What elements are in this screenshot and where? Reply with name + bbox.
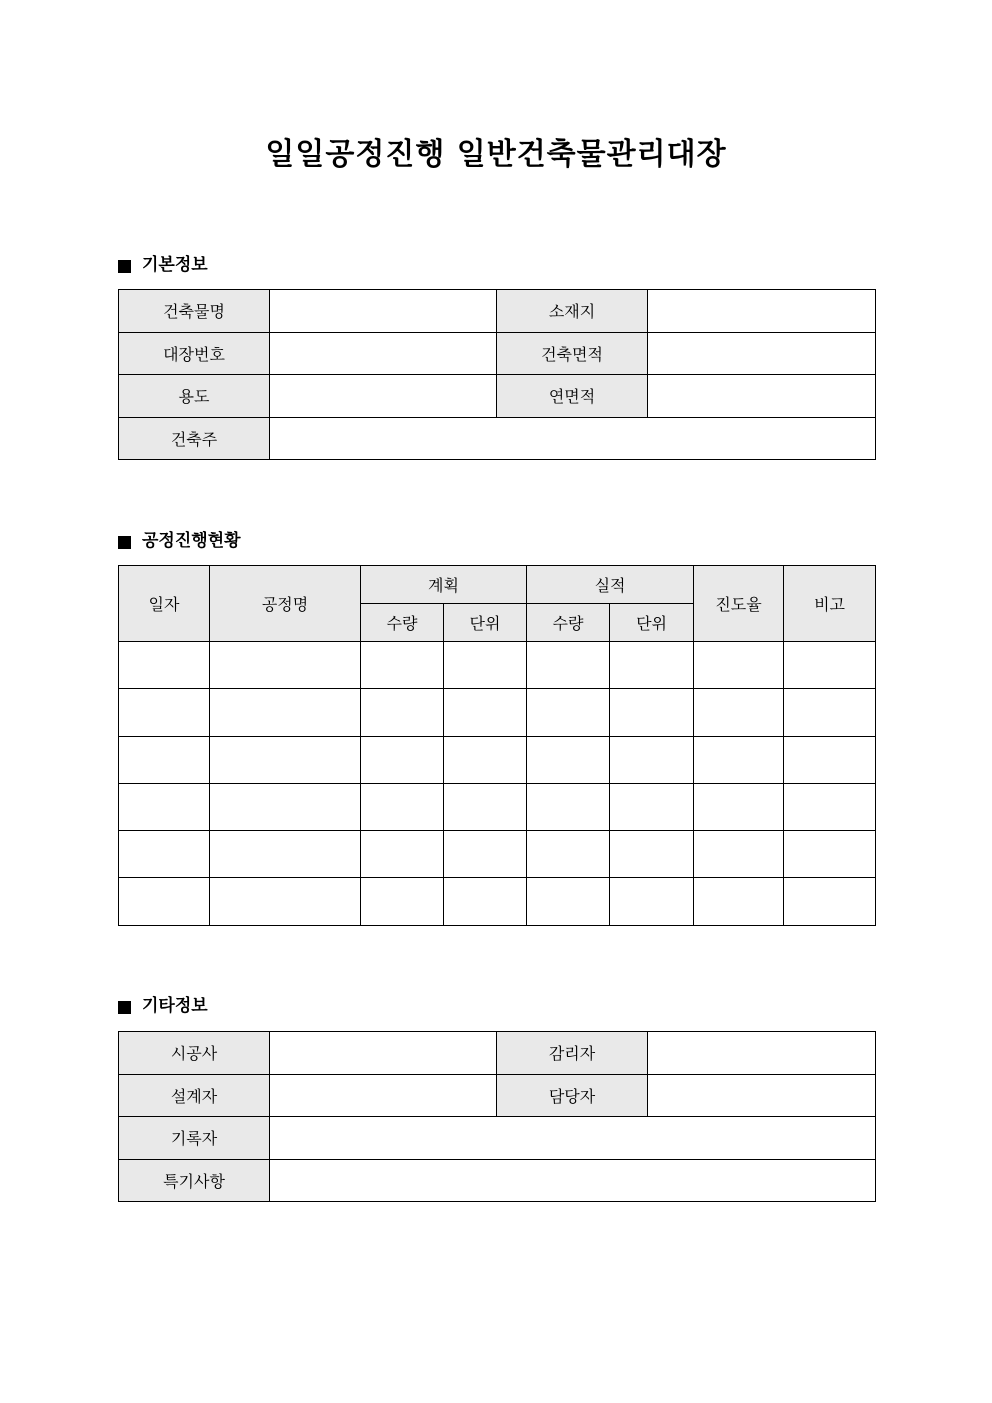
table-header-row [119, 566, 876, 604]
cell-actual-unit[interactable] [610, 689, 694, 736]
cell-plan-quantity[interactable] [361, 736, 444, 783]
field-value-owner[interactable] [270, 417, 876, 460]
cell-progress-rate[interactable] [694, 831, 784, 878]
column-header-actual: 실적 [527, 566, 694, 604]
field-label-owner: 건축주 [119, 417, 270, 460]
column-header-actual-unit: 단위 [610, 604, 694, 642]
table-row [119, 736, 876, 783]
cell-remarks[interactable] [784, 689, 876, 736]
cell-date[interactable] [119, 831, 210, 878]
square-bullet-icon [118, 260, 131, 273]
progress-table [118, 565, 876, 926]
cell-process-name[interactable] [210, 878, 361, 925]
field-value-contractor[interactable] [270, 1032, 497, 1075]
cell-remarks[interactable] [784, 831, 876, 878]
cell-remarks[interactable] [784, 783, 876, 830]
column-header-process-name: 공정명 [210, 566, 361, 642]
table-row [119, 783, 876, 830]
field-value-location[interactable] [648, 290, 876, 333]
section-heading-progress [118, 529, 241, 553]
table-row [119, 332, 876, 375]
table-row [119, 1117, 876, 1160]
cell-progress-rate[interactable] [694, 736, 784, 783]
field-label-contractor: 시공사 [119, 1032, 270, 1075]
table-row [119, 1159, 876, 1202]
cell-process-name[interactable] [210, 689, 361, 736]
table-row [119, 375, 876, 418]
cell-actual-quantity[interactable] [527, 878, 610, 925]
cell-plan-unit[interactable] [444, 878, 527, 925]
field-value-building-name[interactable] [270, 290, 497, 333]
table-row [119, 1074, 876, 1117]
cell-actual-unit[interactable] [610, 642, 694, 689]
cell-plan-quantity[interactable] [361, 689, 444, 736]
field-label-location: 소재지 [497, 290, 648, 333]
field-label-recorder: 기록자 [119, 1117, 270, 1160]
table-row [119, 1032, 876, 1075]
cell-actual-quantity[interactable] [527, 831, 610, 878]
field-label-register-number: 대장번호 [119, 332, 270, 375]
cell-actual-quantity[interactable] [527, 736, 610, 783]
square-bullet-icon [118, 1001, 131, 1014]
field-value-usage[interactable] [270, 375, 497, 418]
cell-plan-unit[interactable] [444, 736, 527, 783]
cell-actual-quantity[interactable] [527, 783, 610, 830]
cell-plan-unit[interactable] [444, 783, 527, 830]
table-row [119, 642, 876, 689]
section-heading-basic-info [118, 253, 208, 277]
cell-plan-unit[interactable] [444, 689, 527, 736]
cell-plan-quantity[interactable] [361, 642, 444, 689]
cell-progress-rate[interactable] [694, 783, 784, 830]
cell-date[interactable] [119, 878, 210, 925]
field-label-special-notes: 특기사항 [119, 1159, 270, 1202]
section-heading-label: 기본정보 [142, 255, 208, 275]
cell-date[interactable] [119, 783, 210, 830]
table-row [119, 689, 876, 736]
field-label-supervisor: 감리자 [497, 1032, 648, 1075]
field-label-building-name: 건축물명 [119, 290, 270, 333]
table-row [119, 831, 876, 878]
basic-info-table [118, 289, 876, 460]
cell-progress-rate[interactable] [694, 642, 784, 689]
column-header-remarks: 비고 [784, 566, 876, 642]
cell-progress-rate[interactable] [694, 878, 784, 925]
cell-actual-quantity[interactable] [527, 642, 610, 689]
cell-date[interactable] [119, 736, 210, 783]
cell-date[interactable] [119, 642, 210, 689]
field-label-building-area: 건축면적 [497, 332, 648, 375]
cell-remarks[interactable] [784, 642, 876, 689]
cell-remarks[interactable] [784, 736, 876, 783]
cell-plan-quantity[interactable] [361, 831, 444, 878]
cell-remarks[interactable] [784, 878, 876, 925]
cell-plan-quantity[interactable] [361, 783, 444, 830]
square-bullet-icon [118, 536, 131, 549]
field-label-designer: 설계자 [119, 1074, 270, 1117]
section-heading-label: 기타정보 [142, 996, 208, 1016]
column-header-progress-rate: 진도율 [694, 566, 784, 642]
cell-process-name[interactable] [210, 831, 361, 878]
field-label-person-in-charge: 담당자 [497, 1074, 648, 1117]
cell-progress-rate[interactable] [694, 689, 784, 736]
other-info-table [118, 1031, 876, 1202]
field-value-recorder[interactable] [270, 1117, 876, 1160]
document-title: 일일공정진행 일반건축물관리대장 [265, 137, 727, 172]
section-heading-other-info [118, 994, 208, 1018]
column-header-actual-quantity: 수량 [527, 604, 610, 642]
column-header-plan-unit: 단위 [444, 604, 527, 642]
field-value-building-area[interactable] [648, 332, 876, 375]
cell-plan-unit[interactable] [444, 642, 527, 689]
column-header-plan: 계획 [361, 566, 527, 604]
cell-actual-quantity[interactable] [527, 689, 610, 736]
cell-date[interactable] [119, 689, 210, 736]
cell-plan-quantity[interactable] [361, 878, 444, 925]
field-value-supervisor[interactable] [648, 1032, 876, 1075]
cell-process-name[interactable] [210, 642, 361, 689]
field-label-total-floor-area: 연면적 [497, 375, 648, 418]
cell-actual-unit[interactable] [610, 831, 694, 878]
table-row [119, 290, 876, 333]
cell-actual-unit[interactable] [610, 736, 694, 783]
cell-process-name[interactable] [210, 736, 361, 783]
cell-plan-unit[interactable] [444, 831, 527, 878]
field-value-total-floor-area[interactable] [648, 375, 876, 418]
cell-actual-unit[interactable] [610, 878, 694, 925]
column-header-date: 일자 [119, 566, 210, 642]
table-row [119, 417, 876, 460]
field-value-register-number[interactable] [270, 332, 497, 375]
field-value-person-in-charge[interactable] [648, 1074, 876, 1117]
field-value-designer[interactable] [270, 1074, 497, 1117]
cell-actual-unit[interactable] [610, 783, 694, 830]
column-header-plan-quantity: 수량 [361, 604, 444, 642]
field-label-usage: 용도 [119, 375, 270, 418]
field-value-special-notes[interactable] [270, 1159, 876, 1202]
table-row [119, 878, 876, 925]
cell-process-name[interactable] [210, 783, 361, 830]
section-heading-label: 공정진행현황 [142, 531, 241, 551]
